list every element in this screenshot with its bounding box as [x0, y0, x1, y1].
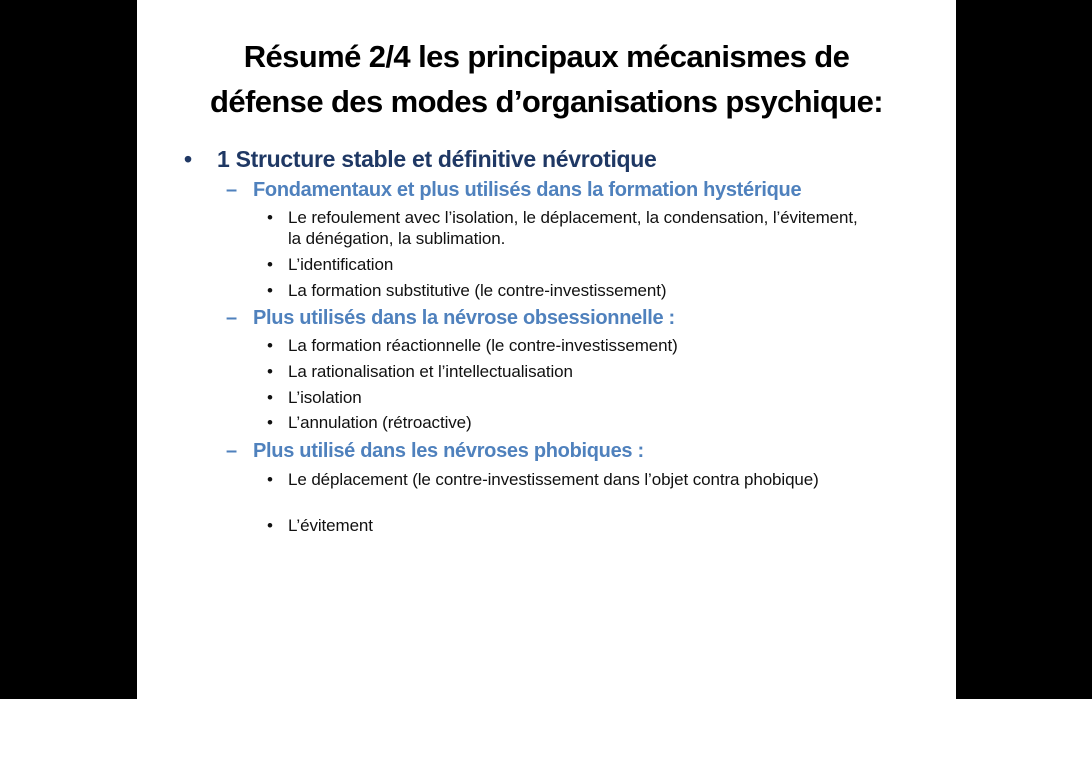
dash-icon: – [226, 307, 237, 329]
letterbox-left [0, 0, 137, 699]
title-line-1: Résumé 2/4 les principaux mécanismes de [243, 39, 850, 74]
dash-icon: – [226, 179, 237, 201]
bullet-icon: • [267, 388, 273, 407]
bullet-icon: • [267, 470, 273, 489]
bullet-icon: • [267, 336, 273, 355]
level1-text: 1 Structure stable et définitive névrotique [217, 146, 657, 172]
slide-title [137, 34, 956, 124]
bullet-icon: • [267, 362, 273, 381]
title-line-2: défense des modes d’organisations psychique: [210, 84, 883, 119]
bullet-icon: • [267, 281, 273, 300]
bullet-icon: • [184, 146, 192, 172]
bullet-icon: • [267, 255, 273, 274]
bullet-icon: • [267, 208, 273, 227]
bullet-icon: • [267, 413, 273, 432]
dash-icon: – [226, 440, 237, 462]
bullet-icon: • [267, 516, 273, 535]
slide: Résumé 2/4 les principaux mécanismes de défense des modes d’organisations psychique: • 1 Structure stable et définitive névrotique – Fondamentaux et plus utilisés dans la formation hystérique • Le refoulement avec l’isolation, le déplacement, la condensation, l’évitement, la dénégation, la sublimation. • L’identification • La formation substitutive (le contre-investissement) – Plus utilisés dans la névrose obsessionnelle : • La formation réactionnelle (le contre-investissement) • La rationalisation et l’intellectualisation • L’isolation • L’annulation (rétroactive) – Plus utilisé dans les névroses phobiques : • Le déplacement (le contre-investissement dans l’objet contra phobique) • L’évitement [137, 0, 956, 699]
letterbox-right [956, 0, 1092, 699]
